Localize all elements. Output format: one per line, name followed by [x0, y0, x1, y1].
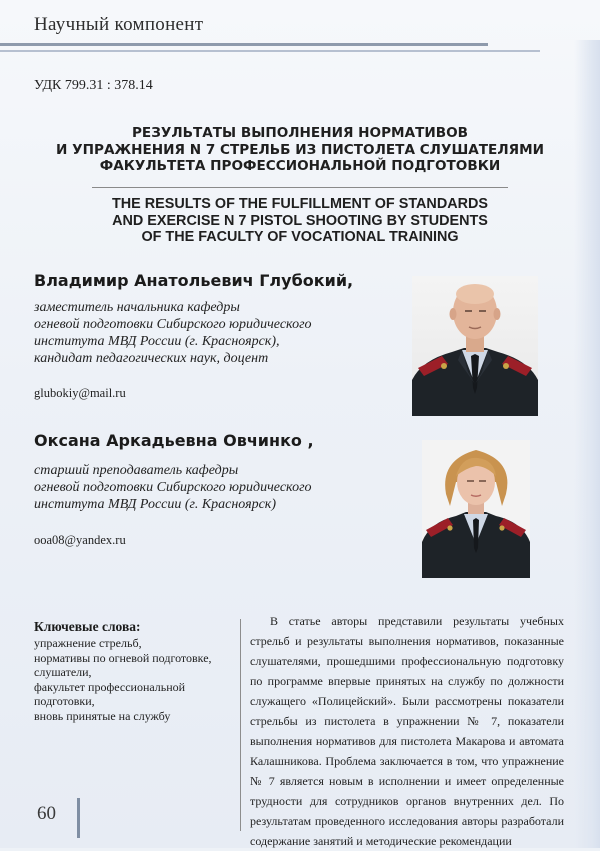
author-1-portrait: [412, 276, 538, 416]
title-en-line: THE RESULTS OF THE FULFILLMENT OF STANDARDS: [40, 196, 560, 213]
keyword-item: нормативы по огневой подготовке,: [34, 651, 222, 666]
section-header-title: Научный компонент: [34, 14, 203, 36]
author-1-name: Владимир Анатольевич Глубокий,: [34, 271, 353, 290]
author-2-name: Оксана Аркадьевна Овчинко ,: [34, 431, 314, 450]
affiliation-line: кандидат педагогических наук, доцент: [34, 350, 394, 367]
header-rule-lower: [0, 50, 540, 52]
title-ru-line: ФАКУЛЬТЕТА ПРОФЕССИОНАЛЬНОЙ ПОДГОТОВКИ: [40, 158, 560, 175]
keyword-item: слушатели,: [34, 665, 222, 680]
article-title-en: [40, 196, 560, 246]
author-2-photo: [422, 440, 530, 578]
column-divider: [240, 619, 241, 831]
abstract-text: В статье авторы представили результаты учебных стрельб и результаты выполнения нормативов, показанные слушателями, прошедшими профессиональную подготовку по программе впервые принятых на службу по должности служащего «Полицейский». Были рассмотрены показатели стрельбы из пистолета в упражнении № 7, показатели выполнения нормативов для пистолета Макарова и автомата Калашникова. Проблема заключается в том, что упражнение № 7 является новым в исполнении и имеет определенные трудности для сотрудников органов внутренних дел. По результатам проведенного исследования авторы разработали содержание занятий и методические рекомендации: [250, 611, 564, 851]
affiliation-line: института МВД России (г. Красноярск),: [34, 333, 394, 350]
keyword-item: вновь принятые на службу: [34, 709, 222, 724]
keyword-item: факультет профессиональной: [34, 680, 222, 695]
author-2-portrait: [422, 440, 530, 578]
decorative-side-stripe: [574, 40, 600, 848]
affiliation-line: заместитель начальника кафедры: [34, 299, 394, 316]
title-en-line: AND EXERCISE N 7 PISTOL SHOOTING BY STUDENTS: [40, 213, 560, 230]
title-ru-line: И УПРАЖНЕНИЯ N 7 СТРЕЛЬБ ИЗ ПИСТОЛЕТА СЛУШАТЕЛЯМИ: [40, 142, 560, 159]
article-title-ru: [40, 125, 560, 175]
keyword-item: упражнение стрельб,: [34, 636, 222, 651]
title-en-line: OF THE FACULTY OF VOCATIONAL TRAINING: [40, 229, 560, 246]
title-separator: [92, 187, 508, 188]
udk-code: УДК 799.31 : 378.14: [34, 78, 153, 94]
keyword-item: подготовки,: [34, 694, 222, 709]
affiliation-line: огневой подготовки Сибирского юридического: [34, 316, 394, 333]
affiliation-line: института МВД России (г. Красноярск): [34, 496, 394, 513]
author-1-photo: [412, 276, 538, 416]
title-ru-line: РЕЗУЛЬТАТЫ ВЫПОЛНЕНИЯ НОРМАТИВОВ: [40, 125, 560, 142]
header-rule-upper: [0, 43, 488, 46]
page-number-bar: [77, 798, 80, 838]
author-2-email[interactable]: ooa08@yandex.ru: [34, 533, 126, 548]
affiliation-line: огневой подготовки Сибирского юридического: [34, 479, 394, 496]
author-1-affiliation: [34, 299, 394, 367]
author-1-email[interactable]: glubokiy@mail.ru: [34, 386, 126, 401]
keywords-list: [34, 636, 222, 724]
affiliation-line: старший преподаватель кафедры: [34, 462, 394, 479]
keywords-heading: Ключевые слова:: [34, 619, 140, 635]
author-2-affiliation: [34, 462, 394, 513]
page-number: 60: [37, 803, 56, 825]
